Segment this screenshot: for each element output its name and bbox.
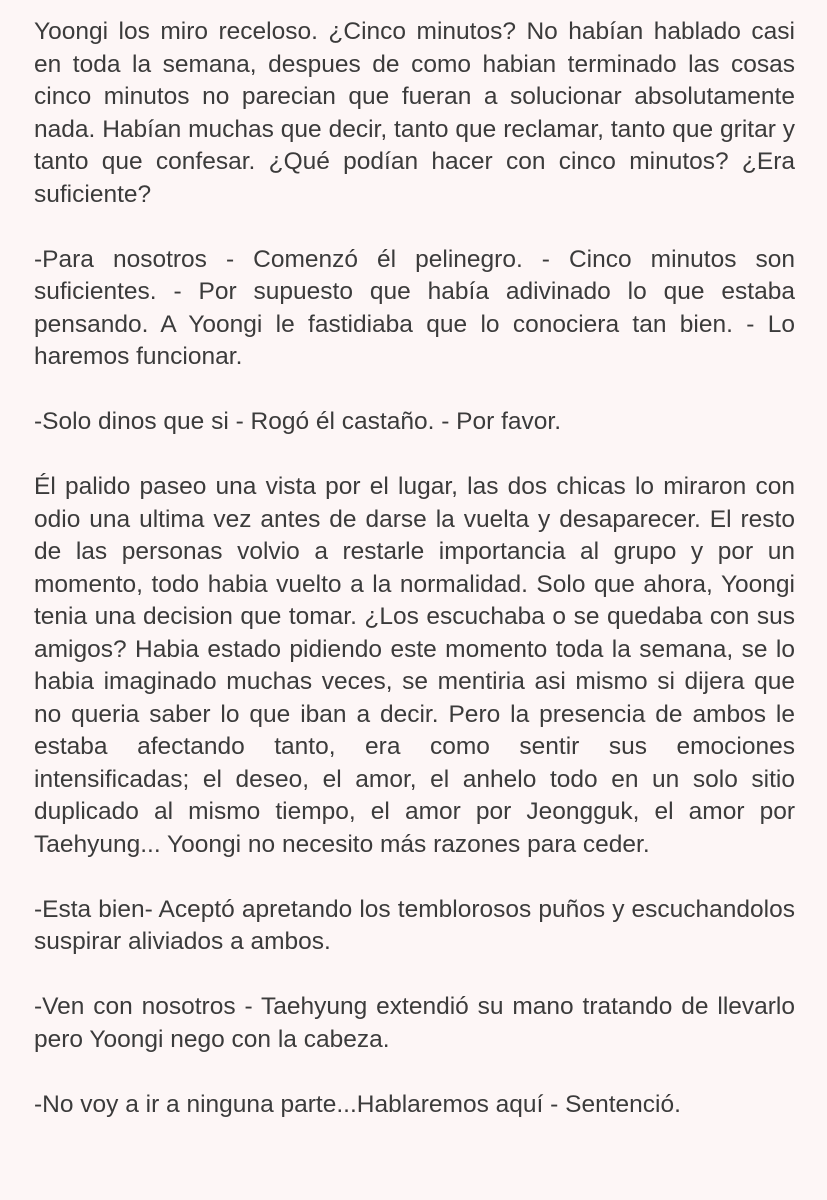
- paragraph-1: Yoongi los miro receloso. ¿Cinco minutos? No habían hablado casi en toda la semana, despues de como habian terminado las cosas cinco minutos no parecian que fueran a solucionar absolutamente nada. Habían muchas que decir, tanto que reclamar, tanto que gritar y tanto que confesar. ¿Qué podían hacer con cinco minutos? ¿Era suficiente?: [34, 18, 795, 208]
- paragraph-6: -Ven con nosotros - Taehyung extendió su mano tratando de llevarlo pero Yoongi nego con la cabeza.: [34, 993, 795, 1053]
- paragraph-7: -No voy a ir a ninguna parte...Hablaremos aquí - Sentenció.: [34, 1090, 681, 1118]
- paragraph-3: -Solo dinos que si - Rogó él castaño. - Por favor.: [34, 408, 562, 435]
- paragraph-5: -Esta bien- Aceptó apretando los temblorosos puños y escuchandolos suspirar aliviados a ambos.: [34, 895, 795, 955]
- paragraph-4: Él palido paseo una vista por el lugar, las dos chicas lo miraron con odio una ultima vez antes de darse la vuelta y desaparecer. El resto de las personas volvio a restarle importancia al grupo y por un momento, todo habia vuelto a la normalidad. Solo que ahora, Yoongi tenia una decision que tomar. ¿Los escuchaba o se quedaba con sus amigos? Habia estado pidiendo este momento toda la semana, se lo habia imaginado muchas veces, se mentiria asi mismo si dijera que no queria saber lo que iban a decir. Pero la presencia de ambos le estaba afectando tanto, era como sentir sus emociones intensificadas; el deseo, el amor, el anhelo todo en un solo sitio duplicado al mismo tiempo, el amor por Jeongguk, el amor por Taehyung... Yoongi no necesito más razones para ceder.: [34, 473, 795, 858]
- paragraph-2: -Para nosotros - Comenzó él pelinegro. - Cinco minutos son suficientes. - Por supuesto que había adivinado lo que estaba pensando. A Yoongi le fastidiaba que lo conociera tan bien. - Lo haremos funcionar.: [34, 245, 795, 370]
